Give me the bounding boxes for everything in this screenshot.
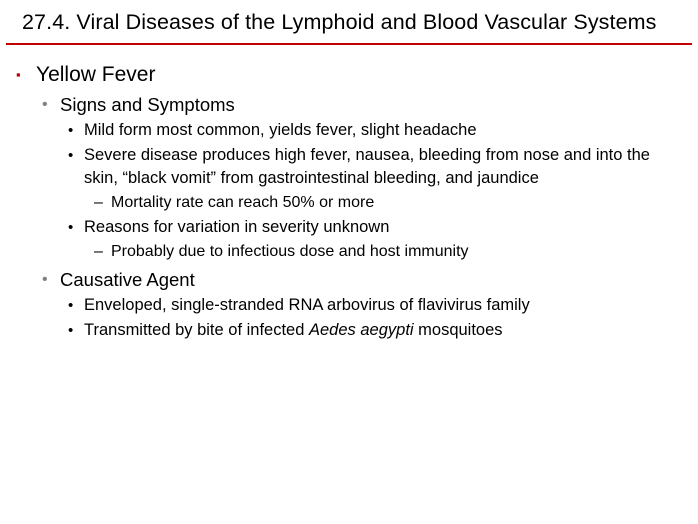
outline-item-level-3 xyxy=(68,144,688,190)
outline-item-text: Yellow Fever xyxy=(36,63,156,86)
bullet-marker-icon: – xyxy=(94,194,103,211)
bullet-marker-icon: • xyxy=(68,122,74,139)
bullet-marker-icon: • xyxy=(68,322,74,339)
outline-item-text: Severe disease produces high fever, nausea, bleeding from nose and into the skin, “black vomit” from gastrointestinal bleeding, and jaundice xyxy=(84,146,650,187)
bullet-marker-icon: • xyxy=(68,297,74,314)
outline-item-text: Mortality rate can reach 50% or more xyxy=(111,194,375,211)
outline-item-text: Causative Agent xyxy=(60,269,195,290)
outline-item-level-2 xyxy=(42,92,688,117)
bullet-marker-icon: – xyxy=(94,243,103,260)
outline-item-level-1 xyxy=(16,61,688,88)
outline-item-text: Transmitted by bite of infected Aedes aegypti mosquitoes xyxy=(84,321,503,339)
outline-item-level-3 xyxy=(68,216,688,239)
bullet-marker-icon: • xyxy=(68,219,74,236)
outline-item-text: Signs and Symptoms xyxy=(60,94,235,115)
outline-item-level-3 xyxy=(68,294,688,317)
bullet-marker-icon: • xyxy=(42,271,48,288)
outline-item-level-4 xyxy=(94,192,688,214)
bullet-marker-icon: • xyxy=(42,96,48,113)
outline-item-text: Reasons for variation in severity unknown xyxy=(84,218,390,236)
outline-item-level-4 xyxy=(94,241,688,263)
bullet-marker-icon: • xyxy=(68,147,74,164)
outline-item-text: Mild form most common, yields fever, slight headache xyxy=(84,121,477,139)
outline-item-level-2 xyxy=(42,267,688,292)
outline-item-level-3 xyxy=(68,119,688,142)
outline-item-text: Enveloped, single-stranded RNA arbovirus of flavivirus family xyxy=(84,296,530,314)
slide-body xyxy=(0,45,698,342)
outline-item-text: Probably due to infectious dose and host immunity xyxy=(111,243,469,260)
bullet-marker-icon: ▪ xyxy=(16,67,21,82)
outline-item-level-3 xyxy=(68,319,688,342)
slide-title: 27.4. Viral Diseases of the Lymphoid and Blood Vascular Systems xyxy=(22,10,657,34)
